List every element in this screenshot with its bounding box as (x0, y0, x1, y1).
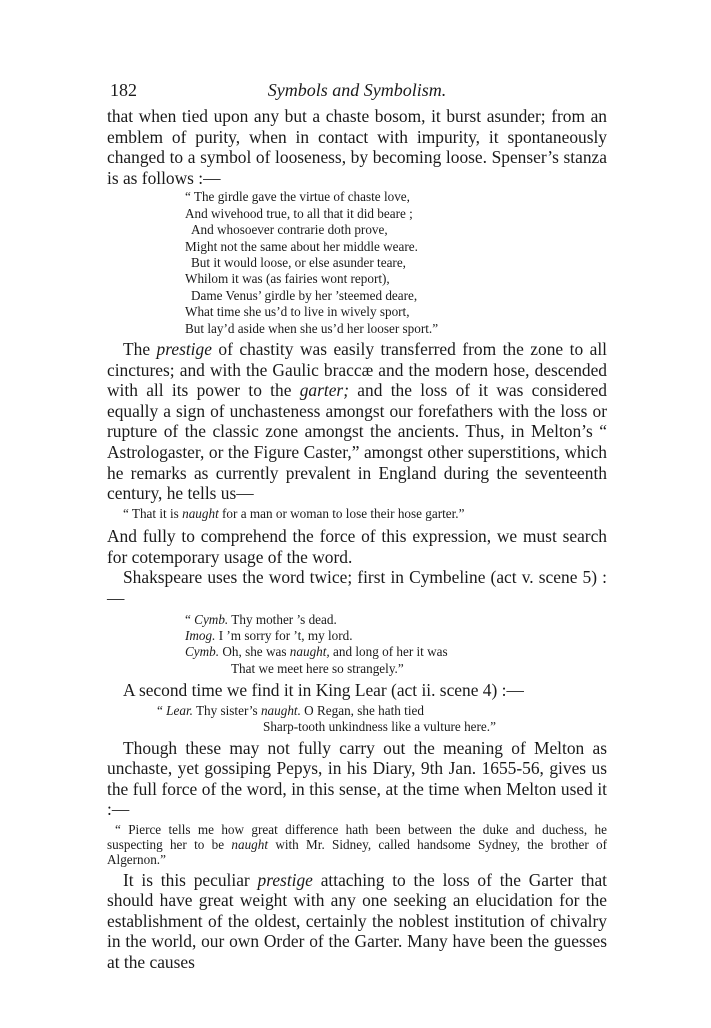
text-run: and long of her it was (329, 644, 448, 660)
italic-term: naught (182, 505, 219, 521)
text-run: Thy mother ’s dead. (228, 611, 337, 627)
verse-line: What time she us’d to live in wively sport, (185, 304, 410, 320)
text-run: attaching to the loss of the Garter that should have great weight with any one seeking an elucidation for the establishment of the oldest, certainly the noblest institution of chivalry in the world, our own Order of the Garter. Many have been the guesses at the causes (107, 869, 608, 972)
text-run: Thy sister’s (192, 702, 261, 718)
paragraph-7 (107, 870, 607, 973)
italic-term: garter; (299, 380, 349, 401)
text-run: “ (157, 702, 167, 718)
italic-term: naught. (260, 702, 301, 718)
melton-quote (123, 506, 607, 522)
dialog-line (185, 612, 607, 628)
lear-dialog (157, 703, 607, 736)
paragraph-3: And fully to comprehend the force of this expression, we must search for cotemporary usage of the word. (107, 526, 607, 567)
spenser-stanza (185, 189, 607, 337)
italic-term: prestige (257, 869, 313, 890)
dialog-line (157, 703, 607, 719)
dialog-line: Sharp-tooth unkindness like a vulture here.” (263, 719, 496, 735)
paragraph-2 (107, 339, 607, 504)
speaker: Cymb. (185, 644, 220, 660)
text-run: for a man or woman to lose their hose garter.” (218, 505, 465, 521)
verse-line: And whosoever contrarie doth prove, (191, 222, 388, 238)
text-run: O Regan, she hath tied (300, 702, 424, 718)
text-run: It is this peculiar (123, 869, 258, 890)
page-number: 182 (110, 80, 137, 100)
dialog-line (185, 644, 607, 660)
verse-line: And wivehood true, to all that it did beare ; (185, 205, 413, 221)
text-run: The (123, 339, 157, 360)
italic-term: naught, (289, 644, 330, 660)
speaker: Imog. (185, 627, 216, 643)
paragraph-1: that when tied upon any but a chaste bosom, it burst asunder; from an emblem of purity, when in contact with impurity, it spontaneously changed to a symbol of looseness, by becoming loose. Spenser’s stanza is as follows :— (107, 106, 607, 188)
text-run: “ That it is (123, 505, 183, 521)
verse-line: Might not the same about her middle weare. (185, 238, 418, 254)
text-run: I ’m sorry for ’t, my lord. (215, 627, 353, 643)
running-title: Symbols and Symbolism. (267, 80, 447, 100)
italic-term: naught (231, 837, 269, 853)
dialog-line (185, 628, 607, 644)
dialog-line: That we meet here so strangely.” (231, 660, 404, 676)
book-page (107, 80, 607, 973)
speaker: Lear. (166, 702, 193, 718)
verse-line: Dame Venus’ girdle by her ’steemed deare, (191, 287, 418, 303)
cymbeline-dialog (185, 612, 607, 678)
paragraph-4: Shakspeare uses the word twice; first in Cymbeline (act v. scene 5) :— (107, 567, 607, 608)
text-run: and the loss of it was considered equally a sign of unchasteness amongst our forefathers with the loss or rupture of the classic zone amongst the ancients. Thus, in Melton’s “ Astrologaster, or the Figure Caster,” amongst other superstitions, which he remarks as currently prevalent in England during the seventeenth century, he tells us— (107, 380, 607, 504)
running-header (107, 80, 607, 106)
italic-term: prestige (156, 339, 212, 360)
verse-line: But it would loose, or else asunder teare, (191, 255, 406, 270)
text-run: of chastity was easily transferred from the zone to all cinctures; and with the Gaulic braccæ and the modern hose, descended with all its power to the (107, 339, 608, 401)
text-run: “ Pierce tells me how great difference hath been between the duke and duchess, he suspecting her to be (107, 821, 607, 853)
text-run: Oh, she was (219, 644, 290, 660)
verse-line: “ The girdle gave the virtue of chaste love, (185, 189, 410, 205)
pepys-quote (107, 822, 607, 868)
text-run: with Mr. Sidney, called handsome Sydney, the brother of Algernon.” (107, 837, 607, 868)
speaker: Cymb. (194, 611, 229, 627)
paragraph-6: Though these may not fully carry out the meaning of Melton as unchaste, yet gossiping Pepys, in his Diary, 9th Jan. 1655-56, gives us the full force of the word, in this sense, at the time when Melton used it :— (107, 737, 607, 820)
verse-line: But lay’d aside when she us’d her looser sport.” (185, 320, 439, 336)
verse-line: Whilom it was (as fairies wont report), (185, 271, 390, 287)
paragraph-5: A second time we find it in King Lear (act ii. scene 4) :— (123, 680, 524, 701)
text-run: “ (185, 611, 195, 627)
